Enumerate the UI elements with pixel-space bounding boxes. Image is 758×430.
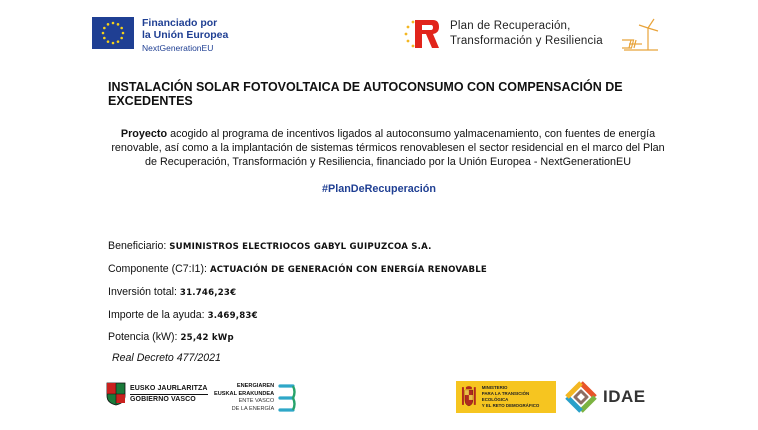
eu-star-icon bbox=[112, 22, 115, 25]
prtr-line1: Plan de Recuperación, bbox=[450, 20, 571, 32]
eu-logo bbox=[92, 17, 228, 54]
eu-star-icon bbox=[103, 27, 106, 30]
field-ayuda bbox=[108, 309, 258, 321]
real-decreto: Real Decreto 477/2021 bbox=[112, 352, 221, 364]
idae-logo bbox=[564, 380, 646, 414]
eu-star-icon bbox=[107, 23, 110, 26]
eu-star-icon bbox=[103, 37, 106, 40]
eve-text bbox=[214, 383, 274, 413]
eu-star-icon bbox=[120, 37, 123, 40]
intro-text: acogido al programa de incentivos ligados al autoconsumo yalmacenamiento, con fuentes de energía renovable, así como a la implantación de sistemas térmicos renovablesen el sector residencial en el marco del Plan de Recuperación, Transformación y Resiliencia, financiado por la Unión Europea - NextGenerationEU bbox=[111, 128, 665, 168]
gobierno-vasco-logo bbox=[106, 382, 208, 406]
prtr-text bbox=[450, 19, 603, 49]
eu-flag-icon bbox=[92, 17, 134, 49]
plan-recuperacion-logo bbox=[402, 16, 603, 52]
eve-logo-icon bbox=[278, 383, 296, 413]
potencia-label: Potencia (kW): bbox=[108, 331, 178, 343]
ayuda-value: 3.469,83€ bbox=[207, 311, 258, 321]
eve-line1: ENERGIAREN bbox=[236, 383, 275, 389]
inversion-label: Inversión total: bbox=[108, 286, 177, 298]
eve-line3: ENTE VASCO bbox=[238, 398, 275, 404]
componente-value: ACTUACIÓN DE GENERACIÓN CON ENERGÍA RENOVABLE bbox=[209, 265, 487, 275]
eve-line4: DE LA ENERGÍA bbox=[231, 405, 275, 412]
inversion-value: 31.746,23€ bbox=[179, 288, 237, 298]
ministerio-text bbox=[482, 385, 556, 409]
eu-line3: NextGenerationEU bbox=[142, 43, 214, 53]
min-line2: PARA LA TRANSICIÓN ECOLÓGICA bbox=[481, 391, 530, 402]
field-inversion bbox=[108, 286, 236, 298]
prtr-line2: Transformación y Resiliencia bbox=[450, 35, 603, 47]
prtr-logo-icon bbox=[402, 16, 440, 52]
eu-star-icon bbox=[117, 23, 120, 26]
min-line3: Y EL RETO DEMOGRÁFICO bbox=[481, 403, 540, 408]
beneficiario-label: Beneficiario: bbox=[108, 240, 167, 252]
ayuda-label: Importe de la ayuda: bbox=[108, 309, 205, 321]
eu-star-icon bbox=[117, 40, 120, 43]
min-line1: MINISTERIO bbox=[481, 385, 508, 390]
hashtag: #PlanDeRecuperación bbox=[321, 183, 436, 195]
idae-text: IDAE bbox=[603, 387, 646, 406]
eu-star-icon bbox=[102, 32, 105, 35]
potencia-value: 25,42 kWp bbox=[180, 333, 234, 343]
eu-star-icon bbox=[107, 40, 110, 43]
spain-shield-icon bbox=[460, 385, 478, 409]
field-beneficiario bbox=[108, 240, 432, 252]
eu-line2: la Unión Europea bbox=[142, 29, 229, 41]
eu-star-icon bbox=[122, 32, 125, 35]
intro-lead: Proyecto bbox=[120, 128, 168, 140]
field-potencia bbox=[108, 331, 234, 343]
eve-logo bbox=[214, 383, 296, 413]
eu-text bbox=[142, 17, 228, 54]
field-componente bbox=[108, 263, 487, 275]
gv-line1: EUSKO JAURLARITZA bbox=[130, 384, 208, 395]
gobierno-vasco-text bbox=[130, 384, 208, 405]
idae-logo-icon bbox=[564, 380, 598, 414]
beneficiario-value: SUMINISTROS ELECTRIOCOS GABYL GUIPUZCOA S.A. bbox=[169, 242, 432, 252]
ministerio-logo bbox=[456, 381, 556, 413]
eu-star-icon bbox=[120, 27, 123, 30]
eu-line1: Financiado por bbox=[142, 17, 218, 29]
eve-line2: EUSKAL ERAKUNDEA bbox=[214, 390, 275, 397]
page-background bbox=[75, 0, 685, 430]
project-title: INSTALACIÓN SOLAR FOTOVOLTAICA DE AUTOCONSUMO CON COMPENSACIÓN DE EXCEDENTES bbox=[108, 80, 623, 108]
basque-shield-icon bbox=[106, 382, 126, 406]
componente-label: Componente (C7:I1): bbox=[108, 263, 207, 275]
gv-line2: GOBIERNO VASCO bbox=[130, 395, 196, 403]
wind-solar-icon bbox=[622, 16, 660, 54]
project-description bbox=[108, 127, 668, 169]
eu-star-icon bbox=[112, 42, 115, 45]
